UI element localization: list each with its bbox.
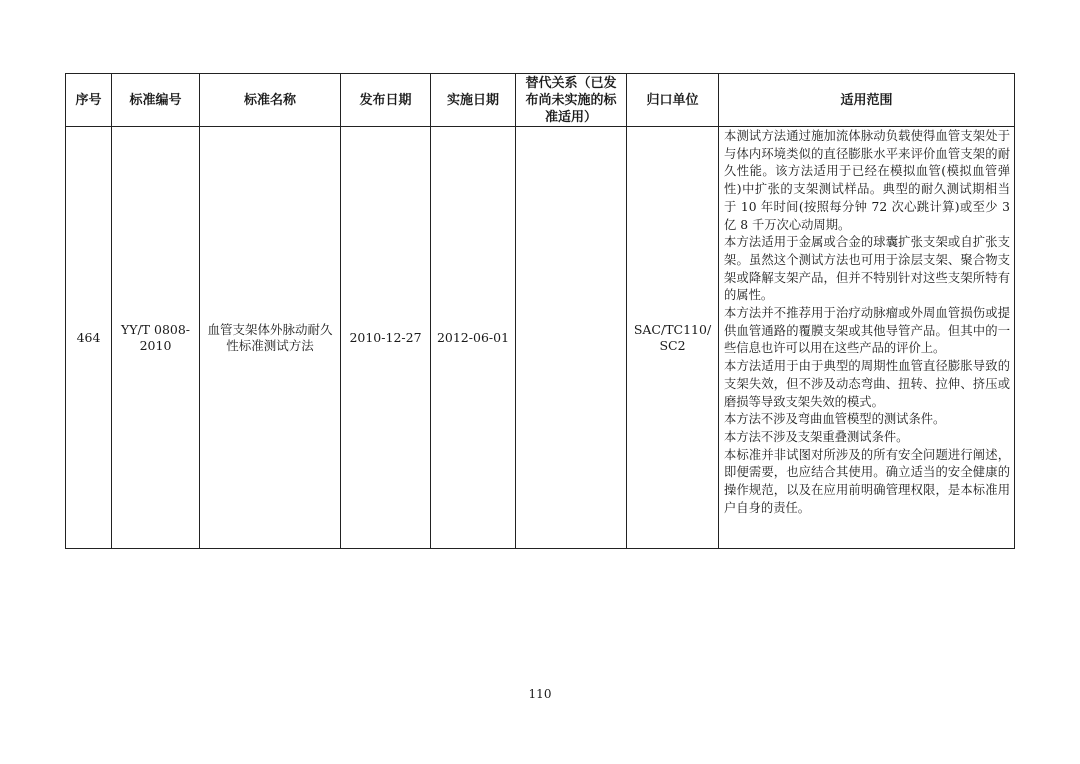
cell-effective-date: 2012-06-01 xyxy=(431,127,516,549)
header-row xyxy=(66,74,1015,127)
header-seq: 序号 xyxy=(66,74,112,127)
header-name: 标准名称 xyxy=(200,74,341,127)
header-publish-date: 发布日期 xyxy=(341,74,431,127)
cell-name: 血管支架体外脉动耐久性标准测试方法 xyxy=(200,127,341,549)
header-scope: 适用范围 xyxy=(719,74,1015,127)
standards-table xyxy=(65,73,1015,549)
scope-paragraph: 本测试方法通过施加流体脉动负载使得血管支架处于与体内环境类似的直径膨胀水平来评价血管支架的耐久性能。该方法适用于已经在模拟血管(模拟血管弹性)中扩张的支架测试样品。典型的耐久测试期相当于 10 年时间(按照每分钟 72 次心跳计算)或至少 3 亿 8 千万次心动周期。 xyxy=(724,129,1010,232)
scope-paragraph: 本方法不涉及支架重叠测试条件。 xyxy=(724,429,909,444)
scope-paragraph: 本方法适用于金属或合金的球囊扩张支架或自扩张支架。虽然这个测试方法也可用于涂层支架、聚合物支架或降解支架产品，但并不特别针对这些支架所特有的属性。 xyxy=(724,235,1010,303)
cell-authority: SAC/TC110/SC2 xyxy=(627,127,719,549)
scope-paragraph: 本方法并不推荐用于治疗动脉瘤或外周血管损伤或提供血管通路的覆膜支架或其他导管产品。但其中的一些信息也许可以用在这些产品的评价上。 xyxy=(724,306,1010,356)
header-replacement: 替代关系（已发布尚未实施的标准适用） xyxy=(516,74,627,127)
header-authority: 归口单位 xyxy=(627,74,719,127)
page-number: 110 xyxy=(528,687,552,701)
scope-paragraph: 本方法适用于由于典型的周期性血管直径膨胀导致的支架失效，但不涉及动态弯曲、扭转、拉伸、挤压或磨损等导致支架失效的模式。 xyxy=(724,359,1010,409)
scope-paragraph: 本方法不涉及弯曲血管模型的测试条件。 xyxy=(724,412,946,427)
cell-scope xyxy=(719,127,1015,549)
cell-replacement xyxy=(516,127,627,549)
table-row xyxy=(66,127,1015,549)
cell-code: YY/T 0808-2010 xyxy=(112,127,200,549)
cell-publish-date: 2010-12-27 xyxy=(341,127,431,549)
cell-seq: 464 xyxy=(66,127,112,549)
header-code: 标准编号 xyxy=(112,74,200,127)
header-effective-date: 实施日期 xyxy=(431,74,516,127)
scope-paragraph: 本标准并非试图对所涉及的所有安全问题进行阐述，即便需要，也应结合其使用。确立适当的安全健康的操作规范，以及在应用前明确管理权限，是本标准用户自身的责任。 xyxy=(724,447,1010,515)
